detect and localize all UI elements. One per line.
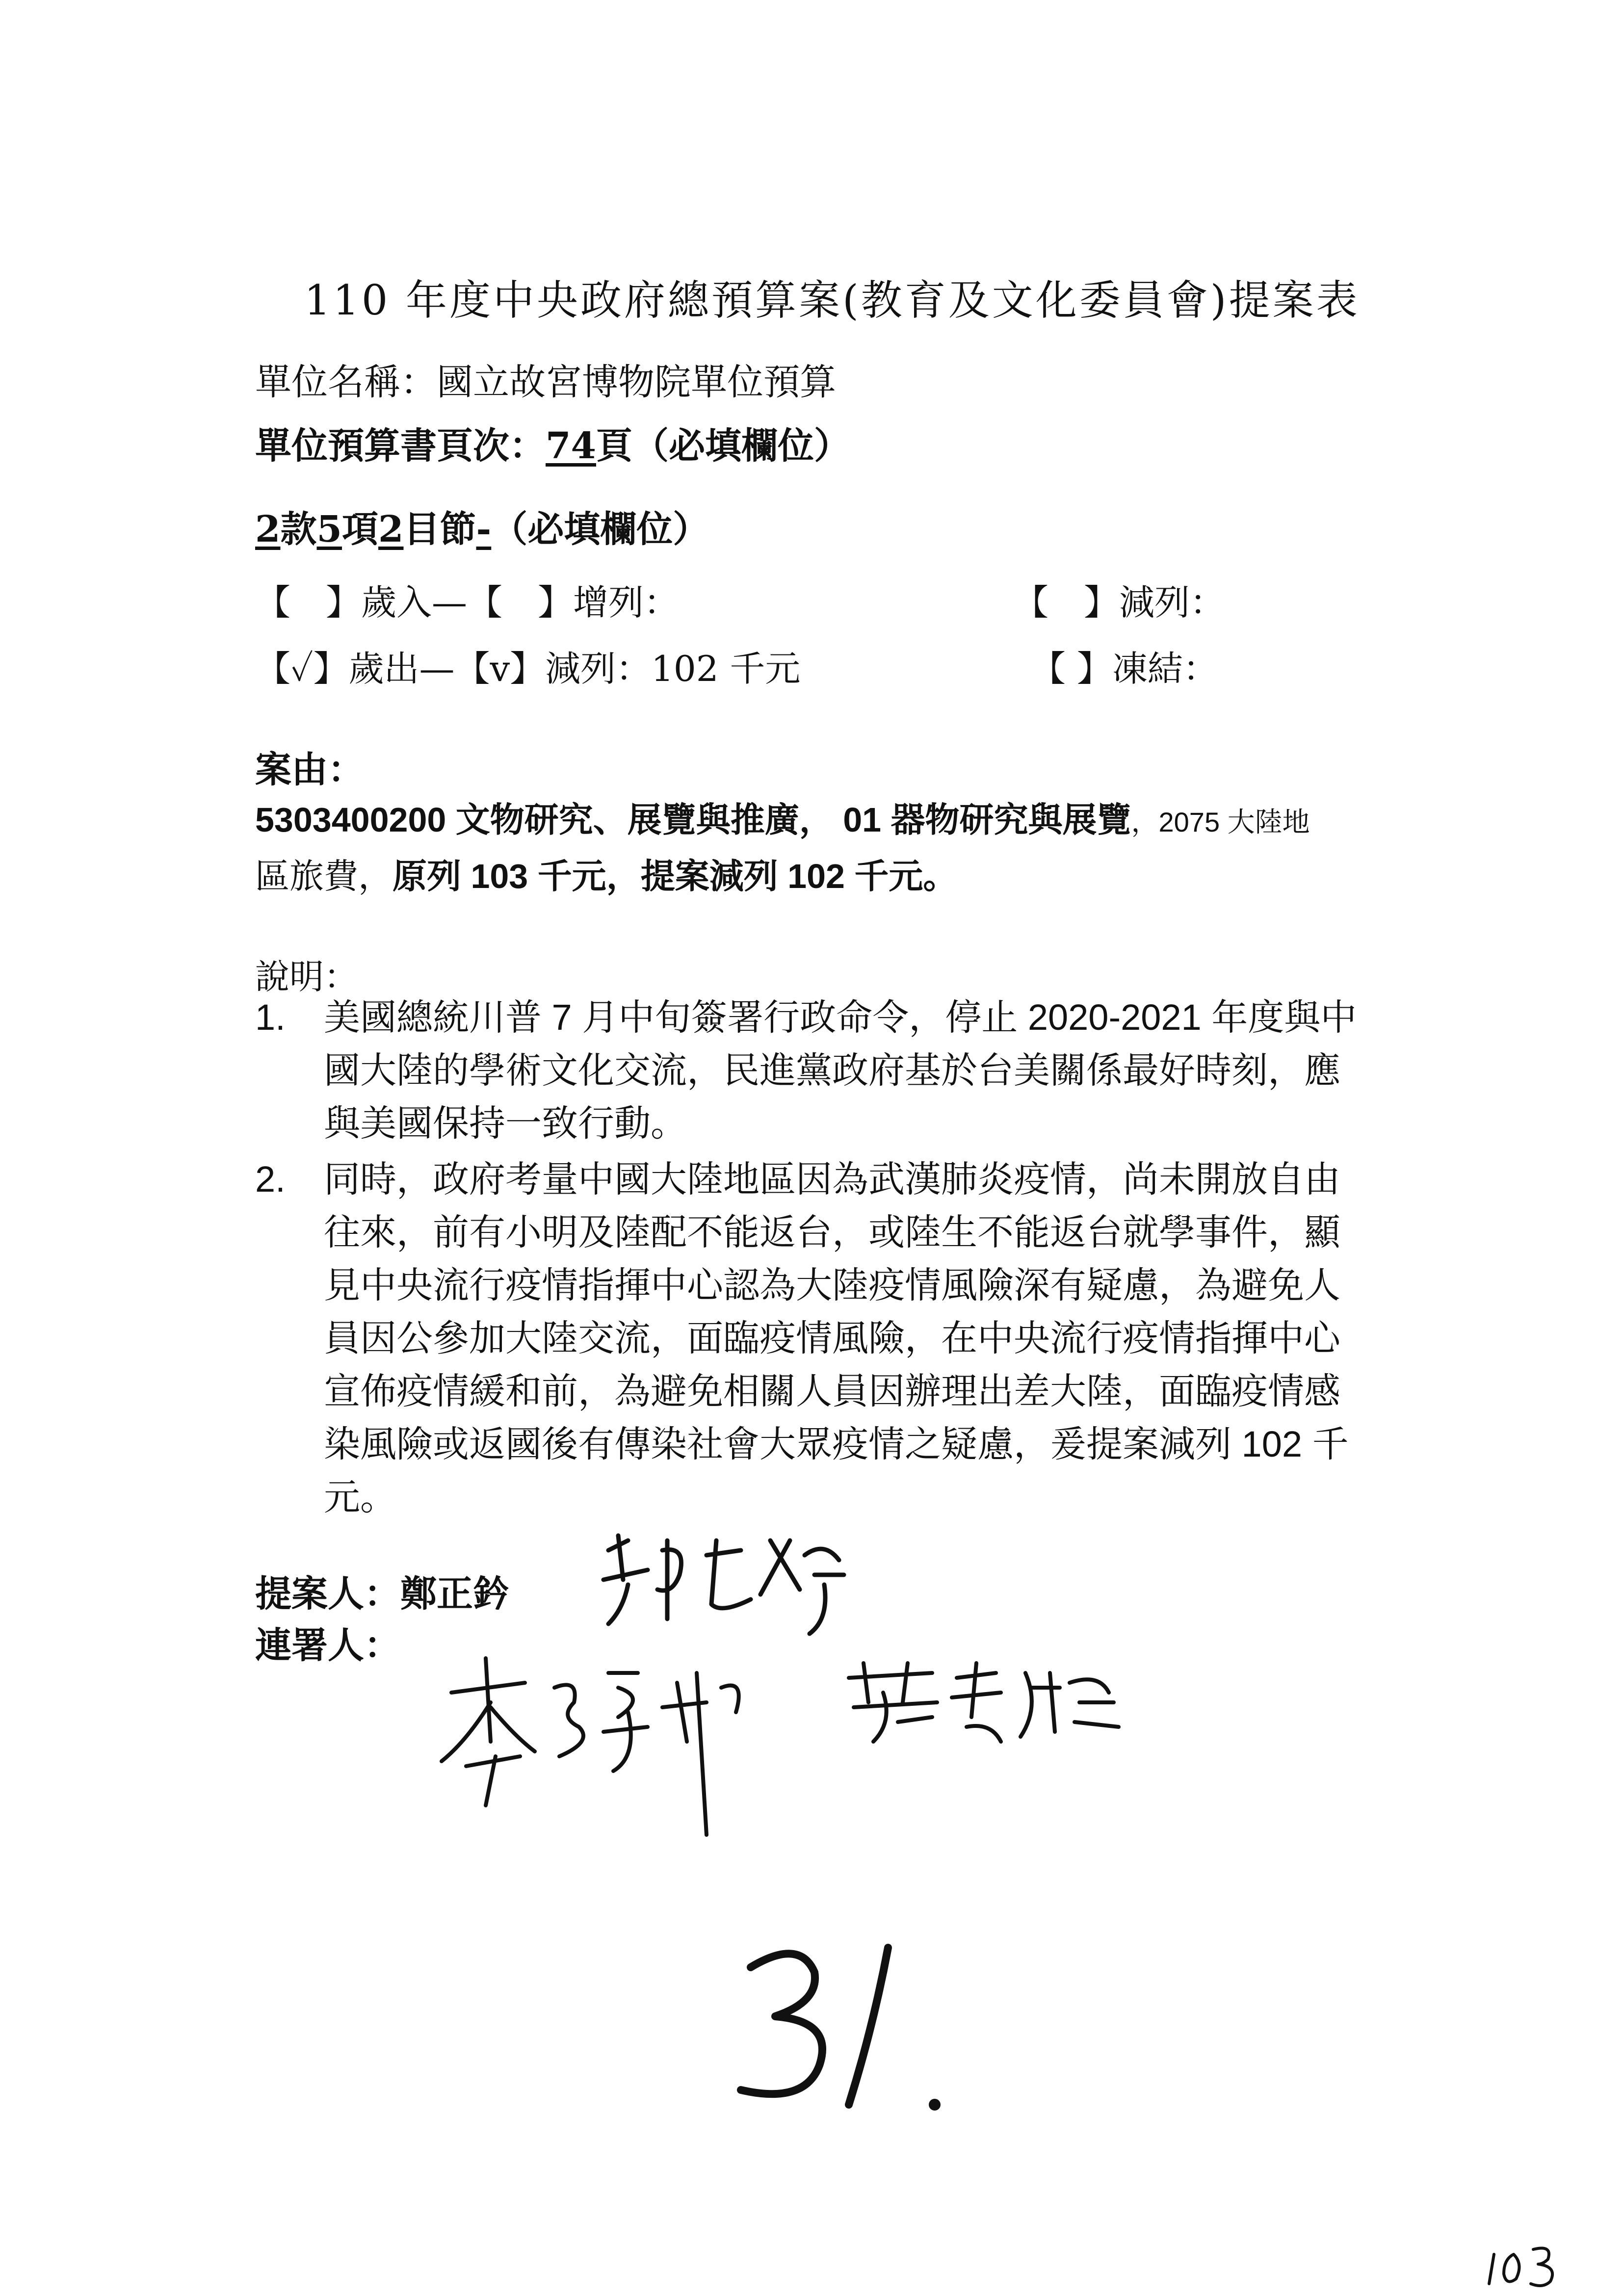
expense-option: 【✓】歲出—【v】減列：102 千元 (255, 648, 801, 689)
section-ref-suffix: （必填欄位） (491, 508, 709, 550)
kuan-label: 款 (280, 508, 317, 550)
section-reference (255, 500, 709, 552)
reason-line-2 (255, 849, 957, 898)
reason-line-2-main: 原列 103 千元，提案減列 102 千元。 (393, 857, 958, 895)
revenue-option: 【 】歲入—【 】增列： (255, 582, 680, 623)
item-line: 美國總統川普 7 月中旬簽署行政命令，停止 2020-2021 年度與中 (324, 997, 1357, 1038)
explanation-label: 說明： (255, 958, 358, 996)
item-line: 往來，前有小明及陸配不能返台，或陸生不能返台就學事件，顯 (324, 1212, 1340, 1252)
mu-number: 2 (378, 508, 404, 550)
reason-line-1-tail: ，2075 大陸地 (1131, 807, 1310, 837)
item-line: 員因公參加大陸交流，面臨疫情風險，在中央流行疫情指揮中心 (324, 1318, 1340, 1358)
unit-name: 單位名稱：國立故宮博物院單位預算 (255, 362, 836, 402)
page-ref-number: 74 (546, 425, 596, 467)
reason-line-1-main: 5303400200 文物研究、展覽與推廣， 01 器物研究與展覽 (255, 801, 1131, 839)
cosigner-signature-1 (432, 1644, 775, 1840)
item-line: 宣佈疫情緩和前，為避免相關人員因辦理出差大陸，面臨疫情感 (324, 1371, 1340, 1411)
budget-page-reference (255, 417, 850, 469)
proposer: 提案人：鄭正鈐 (255, 1573, 509, 1614)
reason-line-1 (255, 792, 1310, 842)
item-line: 元。 (324, 1477, 396, 1517)
item-line: 染風險或返國後有傳染社會大眾疫情之疑慮，爰提案減列 102 千 (324, 1424, 1349, 1464)
jie-label: 節 (440, 508, 476, 550)
freeze-option: 【 】凍結： (1030, 648, 1218, 689)
handwritten-page-number (1484, 2235, 1582, 2294)
item-line: 同時，政府考量中國大陸地區因為武漢肺炎疫情，尚未開放自由 (324, 1159, 1340, 1200)
item-line: 見中央流行疫情指揮中心認為大陸疫情風險深有疑慮，為避免人 (324, 1265, 1340, 1305)
item-line: 國大陸的學術文化交流，民進黨政府基於台美關係最好時刻，應 (324, 1050, 1340, 1091)
cosigner-signature-2 (834, 1648, 1138, 1756)
jie-number: - (476, 508, 492, 550)
xiang-label: 項 (342, 508, 378, 550)
cosigner-label: 連署人： (255, 1625, 400, 1666)
xiang-number: 5 (316, 508, 342, 550)
page-ref-prefix: 單位預算書頁次： (255, 425, 546, 467)
revenue-cut-option: 【 】減列： (1013, 582, 1226, 623)
kuan-number: 2 (255, 508, 281, 550)
mu-label: 目 (403, 508, 440, 550)
item-number: 2. (255, 1159, 286, 1200)
reason-label: 案由： (255, 749, 364, 790)
reason-line-2-head: 區旅費， (255, 857, 393, 895)
page-ref-suffix: 頁（必填欄位） (596, 425, 850, 467)
form-title: 110 年度中央政府總預算案(教育及文化委員會)提案表 (304, 276, 1360, 324)
proposer-signature (594, 1521, 868, 1648)
handwritten-proposal-number (716, 1928, 971, 2134)
item-number: 1. (255, 997, 286, 1038)
item-line: 與美國保持一致行動。 (324, 1103, 687, 1144)
